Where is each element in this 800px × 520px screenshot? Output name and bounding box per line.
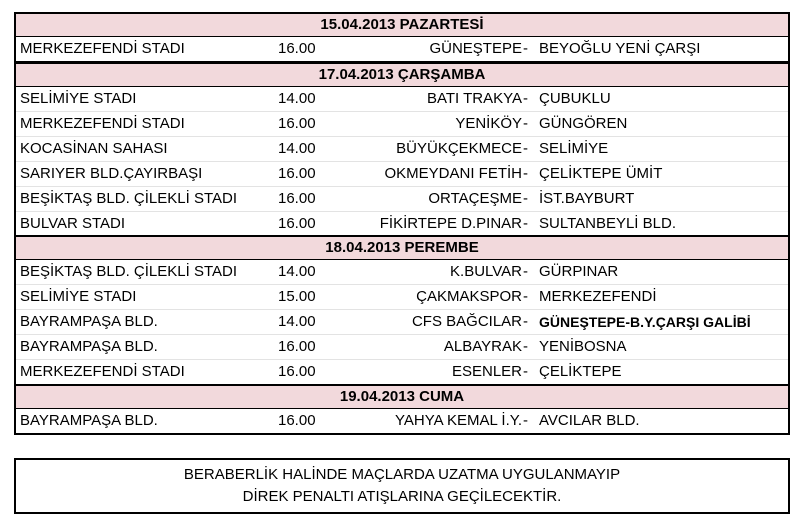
match-venue: BEŞİKTAŞ BLD. ÇİLEKLİ STADI [20, 263, 238, 280]
match-time: 16.00 [278, 363, 316, 380]
match-time: 16.00 [278, 215, 316, 232]
match-home-team: CFS BAĞCILAR [411, 313, 522, 330]
match-venue: BAYRAMPAŞA BLD. [20, 412, 158, 429]
match-away-team: BEYOĞLU YENİ ÇARŞI [539, 40, 701, 57]
match-home-team: K.BULVAR [450, 263, 522, 280]
match-home-team: ALBAYRAK [443, 338, 522, 355]
match-away-team: İST.BAYBURT [539, 190, 635, 207]
match-venue: SARIYER BLD.ÇAYIRBAŞI [20, 165, 203, 182]
match-venue: SELİMİYE STADI [20, 90, 137, 107]
match-row [16, 335, 788, 360]
match-separator: - [523, 90, 528, 107]
match-separator: - [523, 288, 528, 305]
match-away-team: GÜNGÖREN [539, 115, 628, 132]
match-time: 14.00 [278, 263, 316, 280]
match-venue: BEŞİKTAŞ BLD. ÇİLEKLİ STADI [20, 190, 238, 207]
match-away-team: ÇELİKTEPE [539, 363, 622, 380]
match-row [16, 360, 788, 384]
match-home-team: BATI TRAKYA [426, 90, 522, 107]
match-time: 16.00 [278, 338, 316, 355]
match-separator: - [523, 140, 528, 157]
match-away-team: GÜNEŞTEPE-B.Y.ÇARŞI GALİBİ [539, 314, 751, 330]
match-home-team: OKMEYDANI FETİH [384, 165, 522, 182]
match-time: 16.00 [278, 115, 316, 132]
match-time: 14.00 [278, 313, 316, 330]
match-away-team: ÇUBUKLU [539, 90, 611, 107]
match-time: 14.00 [278, 90, 316, 107]
day-block-3 [14, 235, 790, 386]
match-row [16, 310, 788, 335]
match-away-team: GÜRPINAR [539, 263, 619, 280]
match-time: 16.00 [278, 412, 316, 429]
match-row [16, 137, 788, 162]
day-header: 15.04.2013 PAZARTESİ [16, 14, 788, 37]
match-venue: BAYRAMPAŞA BLD. [20, 313, 158, 330]
match-separator: - [523, 412, 528, 429]
match-time: 16.00 [278, 165, 316, 182]
match-home-team: YAHYA KEMAL İ.Y. [394, 412, 522, 429]
match-home-team: YENİKÖY [455, 115, 522, 132]
day-header: 17.04.2013 ÇARŞAMBA [16, 64, 788, 87]
day-block-1 [14, 12, 790, 63]
match-home-team: BÜYÜKÇEKMECE [396, 140, 522, 157]
match-away-team: YENİBOSNA [539, 338, 627, 355]
match-row [16, 162, 788, 187]
match-separator: - [523, 263, 528, 280]
match-home-team: ESENLER [451, 363, 522, 380]
match-time: 15.00 [278, 288, 316, 305]
match-separator: - [523, 363, 528, 380]
match-away-team: SELİMİYE [539, 140, 609, 157]
match-separator: - [523, 165, 528, 182]
match-time: 16.00 [278, 40, 316, 57]
match-row [16, 212, 788, 236]
match-separator: - [523, 215, 528, 232]
match-separator: - [523, 190, 528, 207]
rules-note-line-1: BERABERLİK HALİNDE MAÇLARDA UZATMA UYGULANMAYIP [183, 466, 621, 483]
match-venue: KOCASİNAN SAHASI [20, 140, 168, 157]
match-venue: BULVAR STADI [20, 215, 126, 232]
day-header: 18.04.2013 PEREMBE [16, 237, 788, 260]
match-away-team: SULTANBEYLİ BLD. [539, 215, 676, 232]
day-header: 19.04.2013 CUMA [16, 386, 788, 409]
match-home-team: GÜNEŞTEPE [429, 40, 522, 57]
match-home-team: ÇAKMAKSPOR [416, 288, 522, 305]
match-away-team: ÇELİKTEPE ÜMİT [539, 165, 663, 182]
match-row [16, 187, 788, 212]
match-time: 16.00 [278, 190, 316, 207]
match-venue: SELİMİYE STADI [20, 288, 137, 305]
match-venue: MERKEZEFENDİ STADI [20, 363, 185, 380]
match-home-team: FİKİRTEPE D.PINAR [379, 215, 522, 232]
match-row [16, 87, 788, 112]
match-separator: - [523, 338, 528, 355]
match-time: 14.00 [278, 140, 316, 157]
match-venue: BAYRAMPAŞA BLD. [20, 338, 158, 355]
match-separator: - [523, 115, 528, 132]
match-row [16, 112, 788, 137]
match-home-team: ORTAÇEŞME [428, 190, 522, 207]
match-separator: - [523, 40, 528, 57]
match-row [16, 37, 788, 61]
match-venue: MERKEZEFENDİ STADI [20, 40, 185, 57]
match-row [16, 285, 788, 310]
rules-note [14, 458, 790, 514]
day-block-2 [14, 62, 790, 238]
match-row [16, 260, 788, 285]
rules-note-line-2: DİREK PENALTI ATIŞLARINA GEÇİLECEKTİR. [242, 488, 562, 505]
match-venue: MERKEZEFENDİ STADI [20, 115, 185, 132]
match-separator: - [523, 313, 528, 330]
match-row [16, 409, 788, 433]
day-block-4 [14, 384, 790, 435]
match-away-team: AVCILAR BLD. [539, 412, 640, 429]
match-away-team: MERKEZEFENDİ [539, 288, 657, 305]
